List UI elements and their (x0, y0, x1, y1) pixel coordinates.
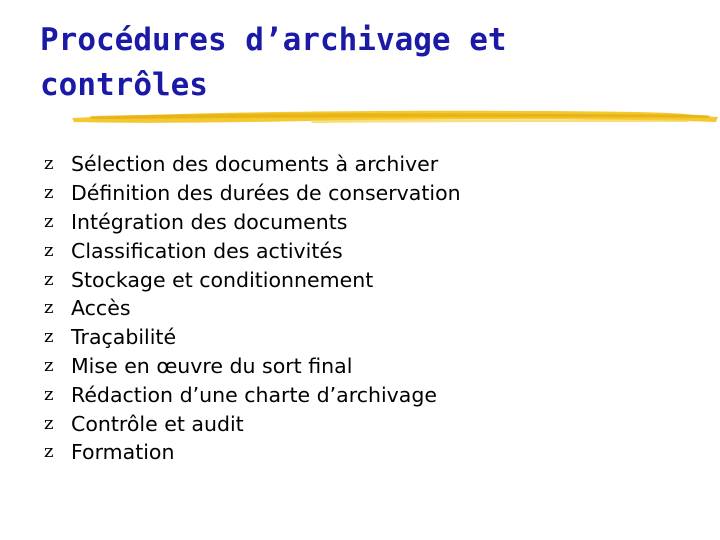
bullet-text: Sélection des documents à archiver (71, 152, 439, 177)
z-bullet-icon: z (44, 239, 54, 261)
z-bullet-icon: z (44, 412, 54, 434)
z-bullet-icon: z (44, 182, 54, 204)
bullet-text: Formation (71, 440, 175, 465)
z-bullet-icon: z (44, 153, 54, 175)
bullet-item (44, 150, 461, 179)
bullet-text: Mise en œuvre du sort final (71, 353, 353, 378)
bullet-text: Rédaction d’une charte d’archivage (71, 382, 437, 407)
bullet-text: Accès (71, 296, 131, 321)
bullet-item (44, 236, 461, 265)
bullet-text: Intégration des documents (71, 209, 348, 234)
bullet-item (44, 409, 461, 438)
z-bullet-icon: z (44, 210, 54, 232)
slide-title: Procédures d’archivage et contrôles (40, 22, 507, 103)
bullet-text: Traçabilité (71, 325, 177, 350)
bullet-item (44, 179, 461, 208)
bullet-text: Classification des activités (71, 238, 343, 263)
bullet-list (44, 150, 461, 467)
bullet-item (44, 294, 461, 323)
bullet-text: Contrôle et audit (71, 411, 244, 436)
bullet-text: Stockage et conditionnement (71, 267, 374, 292)
bullet-text: Définition des durées de conservation (71, 181, 461, 206)
bullet-item (44, 438, 461, 467)
z-bullet-icon: z (44, 383, 54, 405)
z-bullet-icon: z (44, 268, 54, 290)
z-bullet-icon: z (44, 297, 54, 319)
bullet-item (44, 380, 461, 409)
bullet-item (44, 323, 461, 352)
bullet-item (44, 208, 461, 237)
z-bullet-icon: z (44, 441, 54, 463)
title-underline (70, 104, 720, 128)
bullet-item (44, 265, 461, 294)
z-bullet-icon: z (44, 354, 54, 376)
z-bullet-icon: z (44, 326, 54, 348)
bullet-item (44, 352, 461, 381)
